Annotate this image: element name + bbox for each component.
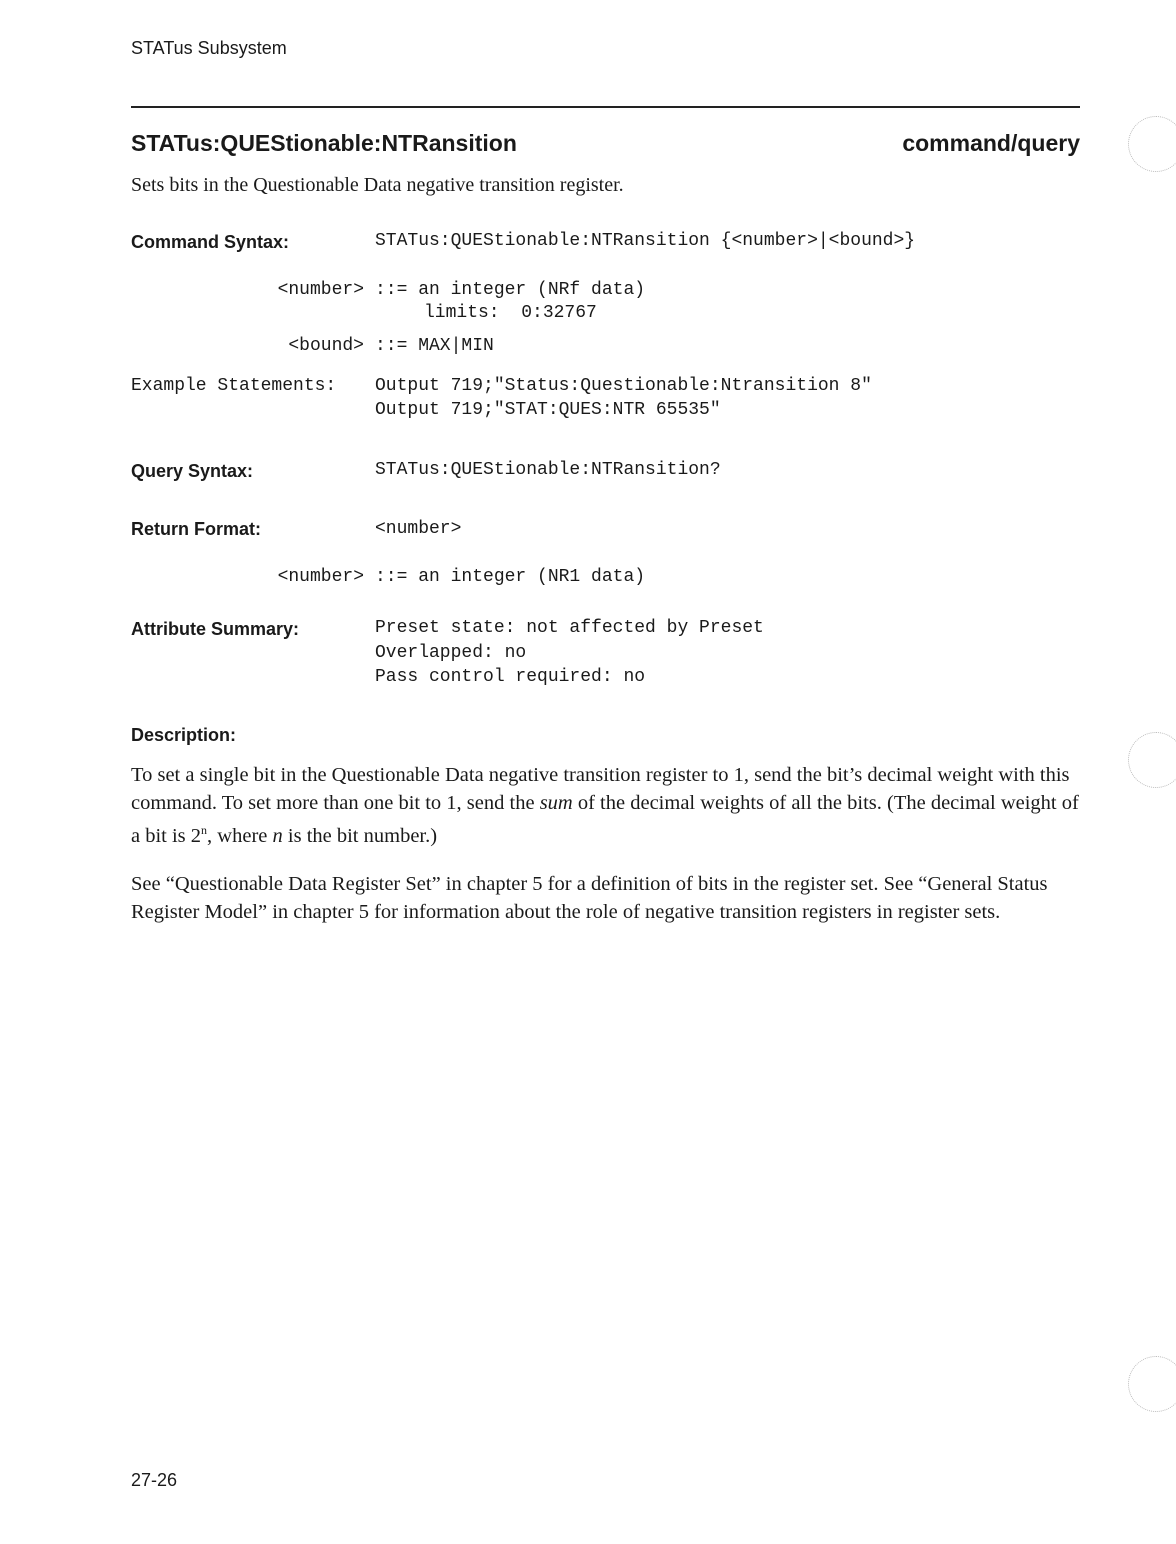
description-label: Description: <box>131 725 237 745</box>
attribute-line: Pass control required: no <box>375 667 646 687</box>
binder-hole-mark <box>1128 1356 1176 1412</box>
command-syntax-value: STATus:QUEStionable:NTRansition {<number>|<bound>} <box>375 231 916 251</box>
number-definition: ::= an integer (NRf data) <box>375 280 646 300</box>
description-text: , where <box>207 824 273 847</box>
attribute-line: Preset state: not affected by Preset <box>375 618 764 638</box>
header-rule <box>131 106 1080 108</box>
example-statements-label: Example Statements: <box>131 376 337 396</box>
description-emphasis: sum <box>539 791 573 814</box>
binder-hole-mark <box>1128 732 1176 788</box>
binder-hole-mark <box>1128 116 1176 172</box>
example-line: Output 719;"Status:Questionable:Ntransition 8" <box>375 376 872 396</box>
query-syntax-label: Query Syntax: <box>131 461 254 481</box>
number-limits: limits: 0:32767 <box>424 303 597 323</box>
command-type: command/query <box>902 130 1080 156</box>
running-head: STATus Subsystem <box>131 38 287 58</box>
bound-term: <bound> <box>288 336 364 356</box>
description-text: To set a single bit in the Questionable Data negative transition register to 1, send the bit’s decimal weight with this command. To set more than one bit to 1, send the <box>131 764 1070 814</box>
description-emphasis: n <box>272 824 283 847</box>
example-line: Output 719;"STAT:QUES:NTR 65535" <box>375 400 721 420</box>
return-format-label: Return Format: <box>131 519 261 539</box>
command-syntax-label: Command Syntax: <box>131 232 290 252</box>
return-number-term: <number> <box>277 567 364 587</box>
attribute-line: Overlapped: no <box>375 643 527 663</box>
number-term: <number> <box>277 280 364 300</box>
query-syntax-value: STATus:QUEStionable:NTRansition? <box>375 460 721 480</box>
description-superscript: n <box>201 823 208 837</box>
page-number: 27-26 <box>131 1470 178 1490</box>
command-title: STATus:QUEStionable:NTRansition <box>131 130 517 156</box>
description-text: is the bit number.) <box>282 824 438 847</box>
return-number-definition: ::= an integer (NR1 data) <box>375 567 646 587</box>
bound-definition: ::= MAX|MIN <box>375 336 494 356</box>
attribute-summary-label: Attribute Summary: <box>131 619 300 639</box>
description-paragraph: See “Questionable Data Register Set” in chapter 5 for a definition of bits in the register set. See “General Status Register Model” in chapter 5 for information about the role of negative transition registers in register sets. <box>131 873 1048 923</box>
command-summary: Sets bits in the Questionable Data negative transition register. <box>131 174 624 196</box>
description-paragraph <box>131 762 1081 850</box>
return-format-value: <number> <box>375 519 462 539</box>
description-text: of the decimal weights of all the bits. (The decimal weight of a bit is 2 <box>131 791 1079 847</box>
